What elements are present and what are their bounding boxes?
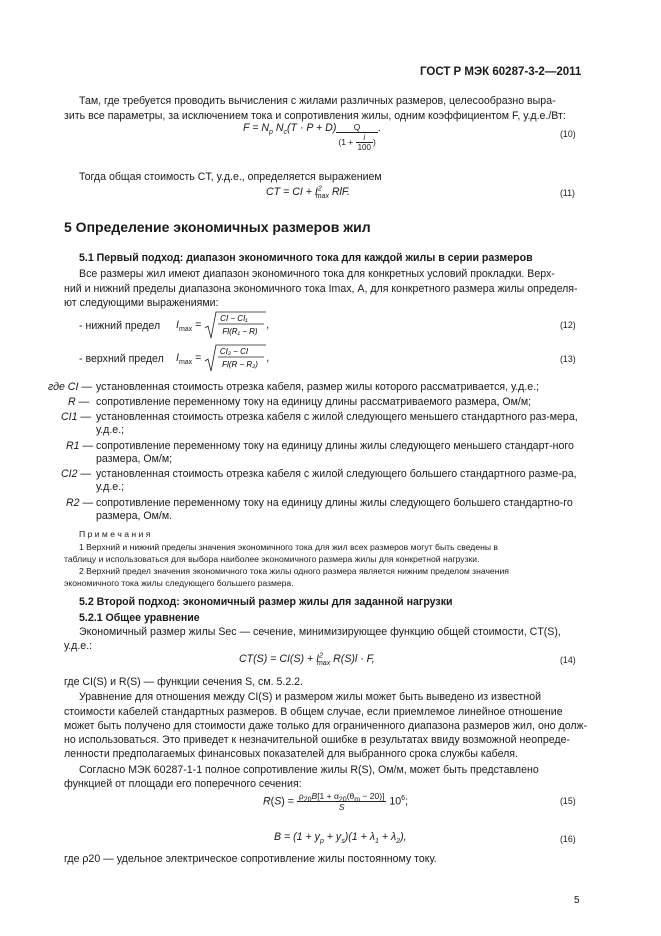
paragraph-line: где CI(S) и R(S) — функции сечения S, см. 5.2.2. xyxy=(64,676,304,688)
paragraph-line: у.д.е.: xyxy=(64,640,93,652)
paragraph-line: Все размеры жил имеют диапазон экономичного тока для конкретных условий прокладки. Верх- xyxy=(79,268,555,280)
equation-label: - нижний предел xyxy=(79,320,161,332)
svg-text:CI₂ − CI: CI₂ − CI xyxy=(220,347,249,356)
equation-number: (13) xyxy=(560,354,576,364)
note-line: экономичного тока жилы следующего большего размера. xyxy=(64,578,294,588)
paragraph-line: но использоваться. Это приведет к незначительной ошибке в результатах ввиду возможной неопреде- xyxy=(64,734,570,746)
note-line: 2 Верхний предел значения экономичного тока жилы одного размера является нижним пределом значения xyxy=(79,566,509,576)
equation-number: (15) xyxy=(560,796,576,806)
section-title: 5 Определение экономичных размеров жил xyxy=(64,219,371,235)
equation-16: $B = (1 + y_p + y_s)(1 + \lambda_1 + \lambda_2)$, xyxy=(274,831,407,846)
note-line: таблицу и использоваться для выбора наиболее экономичного размера жилы для конкретной нагрузки. xyxy=(64,554,480,564)
paragraph-line: Согласно МЭК 60287-1-1 полное сопротивление жилы R(S), Ом/м, может быть представлено xyxy=(79,764,539,776)
definition-text: установленная стоимость отрезка кабеля с жилой следующего большего стандартного разме-ра, у.д.е.; xyxy=(96,468,577,493)
paragraph-line: функцией от площади его поперечного сечения: xyxy=(64,778,302,790)
equation-label: - верхний предел xyxy=(79,353,164,365)
definition-text: сопротивление переменному току на единицу длины жилы следующего меньшего стандарт-ного размера, Ом/м; xyxy=(96,440,574,465)
equation-15: R(S) = $\frac{\rho_{20}B[1 + \alpha_{20}(\theta_m - 20)]}{S}$ $10^6$; xyxy=(263,791,409,812)
equation-13: $I_{max}$ = CI₂ − CI Fl(R − R₂) , xyxy=(176,343,269,373)
paragraph-line: Уравнение для отношения между CI(S) и размером жилы может быть выведено из известной xyxy=(79,691,542,703)
paragraph-line: Тогда общая стоимость CT, у.д.е., определяется выражением xyxy=(79,171,382,183)
document-id: ГОСТ Р МЭК 60287-3-2—2011 xyxy=(420,66,582,78)
sqrt-symbol xyxy=(204,310,266,340)
svg-text:CI − CI₁: CI − CI₁ xyxy=(220,314,249,323)
equation-number: (12) xyxy=(560,320,576,330)
definition-symbol: CI1 — xyxy=(61,411,92,423)
equation-11: CT = CI + $I^2_{max}$ RlF. xyxy=(266,185,350,201)
equation-number: (16) xyxy=(560,834,576,844)
svg-text:Fl(R₁ − R): Fl(R₁ − R) xyxy=(222,327,258,336)
svg-text:Fl(R − R₂): Fl(R − R₂) xyxy=(222,360,259,369)
equation-10: $F = N_p$ $N_c(T \cdot P + D)$ Q (1 + $\frac{i}{100}$ ) . xyxy=(243,122,381,152)
subsection-title: 5.2.1 Общее уравнение xyxy=(79,612,200,624)
definition-symbol: R1 — xyxy=(66,440,94,452)
paragraph-line: может быть получено для стоимости даже только для ограниченного диапазона размеров жил, оно долж- xyxy=(64,720,588,732)
subsection-title: 5.2 Второй подход: экономичный размер жилы для заданной нагрузки xyxy=(79,596,453,608)
definition-symbol: R — xyxy=(68,396,90,408)
paragraph-line: ний и нижний пределы диапазона экономичного тока Imax, А, для конкретного размера жилы определя- xyxy=(64,283,578,295)
definition-text: сопротивление переменному току на единицу длины жилы следующего большего стандартно-го размера, Ом/м. xyxy=(96,497,573,522)
equation-number: (11) xyxy=(560,188,575,198)
equation-number: (14) xyxy=(560,655,576,665)
notes-heading: П р и м е ч а н и я xyxy=(79,529,151,539)
subsection-title: 5.1 Первый подход: диапазон экономичного тока для каждой жилы в серии размеров xyxy=(79,252,533,264)
paragraph-line: Экономичный размер жилы Sec — сечение, минимизирующее функцию общей стоимости, CT(S), xyxy=(79,626,561,638)
paragraph-line: ют следующими выражениями: xyxy=(64,297,219,309)
equation-number: (10) xyxy=(560,129,576,139)
definition-item: где CI — xyxy=(48,381,92,393)
paragraph-line: зить все параметры, за исключением тока и сопротивления жилы, одним коэффициентом F, у.д.е./Вт: xyxy=(64,110,566,122)
definition-text: сопротивление переменному току на единицу длины рассматриваемого размера, Ом/м; xyxy=(96,396,532,408)
paragraph-line: где ρ20 — удельное электрическое сопротивление жилы постоянному току. xyxy=(64,853,437,865)
paragraph-line: ленности предполагаемых финансовых показателей для выбранного срока службы кабеля. xyxy=(64,748,518,760)
equation-12: $I_{max}$ = CI − CI₁ Fl(R₁ − R) , xyxy=(176,310,269,340)
page-number: 5 xyxy=(574,895,580,906)
definition-symbol: CI2 — xyxy=(61,468,92,480)
note-line: 1 Верхний и нижний пределы значения экономичного тока для жил всех размеров могут быть сведены в xyxy=(79,542,498,552)
equation-14: $CT(S) = CI(S) + I^2_{max}$ R(S)l · F, xyxy=(239,652,375,668)
definition-text: установленная стоимость отрезка кабеля с жилой следующего меньшего стандартного раз-мера, у.д.е.; xyxy=(96,411,578,436)
paragraph-line: стоимости кабелей стандартных размеров. В общем случае, если приемлемое линейное отношение xyxy=(64,706,563,718)
paragraph-line: Там, где требуется проводить вычисления с жилами различных размеров, целесообразно выра- xyxy=(79,95,556,107)
definition-symbol: R2 — xyxy=(66,497,94,509)
definition-text: установленная стоимость отрезка кабеля, размер жилы которого рассматривается, у.д.е.; xyxy=(96,381,540,393)
sqrt-symbol xyxy=(204,343,266,373)
